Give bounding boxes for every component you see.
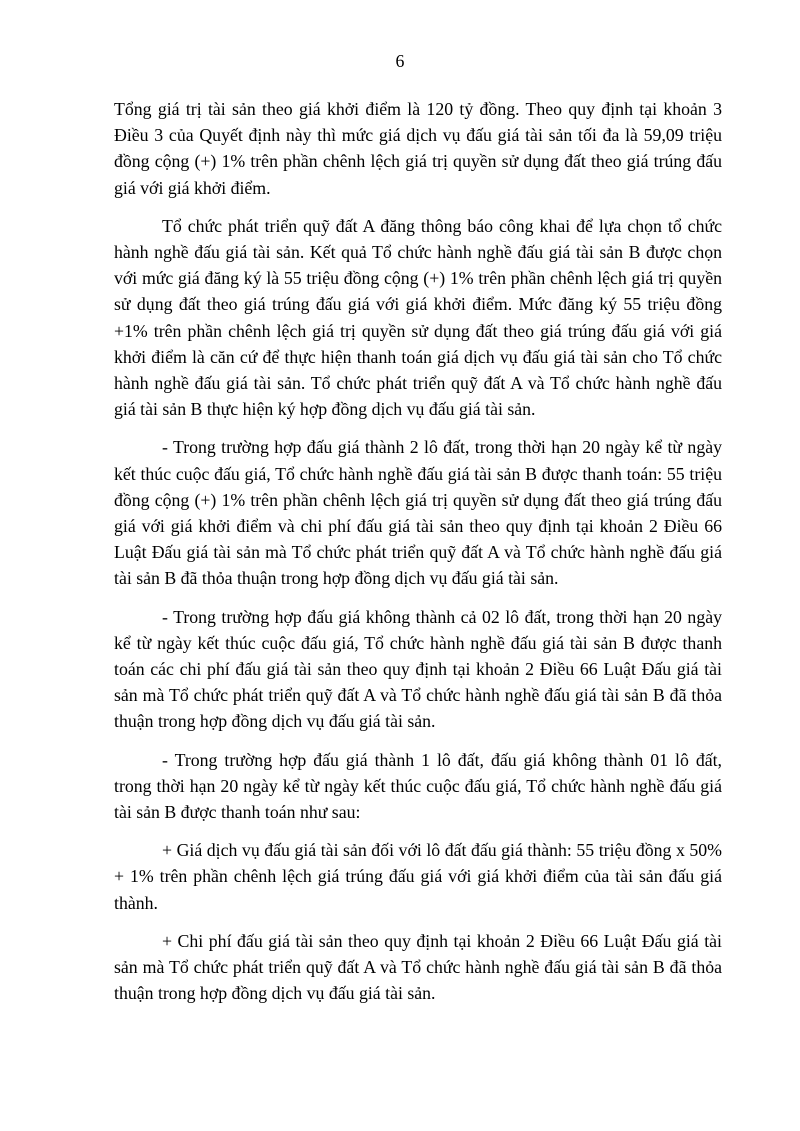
paragraph-selection-result: Tổ chức phát triển quỹ đất A đăng thông báo công khai để lựa chọn tổ chức hành nghề đấu giá tài sản. Kết quả Tổ chức hành nghề đấu giá tài sản B được chọn với mức giá đăng ký là 55 triệu đồng cộng (+) 1% trên phần chênh lệch giá trị quyền sử dụng đất theo giá trúng đấu giá với giá khởi điểm. Mức đăng ký 55 triệu đồng +1% trên phần chênh lệch giá trị quyền sử dụng đất theo giá trúng đấu giá với giá khởi điểm là căn cứ để thực hiện thanh toán giá dịch vụ đấu giá tài sản cho Tổ chức hành nghề đấu giá tài sản. Tổ chức phát triển quỹ đất A và Tổ chức hành nghề đấu giá tài sản B thực hiện ký hợp đồng dịch vụ đấu giá tài sản. <box>114 215 722 420</box>
paragraph-case-two-lots-success: - Trong trường hợp đấu giá thành 2 lô đất, trong thời hạn 20 ngày kể từ ngày kết thúc cuộc đấu giá, Tổ chức hành nghề đấu giá tài sản B được thanh toán: 55 triệu đồng cộng (+) 1% trên phần chênh lệch giá trị quyền sử dụng đất theo giá trúng đấu giá với giá khởi điểm và chi phí đấu giá tài sản theo quy định tại khoản 2 Điều 66 Luật Đấu giá tài sản mà Tổ chức phát triển quỹ đất A và Tổ chức hành nghề đấu giá tài sản B đã thỏa thuận trong hợp đồng dịch vụ đấu giá tài sản. <box>114 437 722 589</box>
document-body <box>114 96 722 1019</box>
paragraph-auction-costs: + Chi phí đấu giá tài sản theo quy định tại khoản 2 Điều 66 Luật Đấu giá tài sản mà Tổ chức phát triển quỹ đất A và Tổ chức hành nghề đấu giá tài sản B đã thỏa thuận trong hợp đồng dịch vụ đấu giá tài sản. <box>114 930 722 1004</box>
paragraph-service-fee: + Giá dịch vụ đấu giá tài sản đối với lô đất đấu giá thành: 55 triệu đồng x 50% + 1% trên phần chênh lệch giá trúng đấu giá với giá khởi điểm của tài sản đấu giá thành. <box>114 840 722 913</box>
paragraph-case-one-lot-success: - Trong trường hợp đấu giá thành 1 lô đất, đấu giá không thành 01 lô đất, trong thời hạn 20 ngày kể từ ngày kết thúc cuộc đấu giá, Tổ chức hành nghề đấu giá tài sản B được thanh toán như sau: <box>114 749 722 823</box>
paragraph-total-value: Tổng giá trị tài sản theo giá khởi điểm là 120 tỷ đồng. Theo quy định tại khoản 3 Điều 3 của Quyết định này thì mức giá dịch vụ đấu giá tài sản tối đa là 59,09 triệu đồng cộng (+) 1% trên phần chênh lệch giá trị quyền sử dụng đất theo giá trúng đấu giá với giá khởi điểm. <box>114 99 722 198</box>
page-number: 6 <box>395 51 405 71</box>
paragraph-case-two-lots-fail: - Trong trường hợp đấu giá không thành cả 02 lô đất, trong thời hạn 20 ngày kể từ ngày kết thúc cuộc đấu giá, Tổ chức hành nghề đấu giá tài sản B được thanh toán các chi phí đấu giá tài sản theo quy định tại khoản 2 Điều 66 Luật Đấu giá tài sản mà Tổ chức phát triển quỹ đất A và Tổ chức hành nghề đấu giá tài sản B đã thỏa thuận trong hợp đồng dịch vụ đấu giá tài sản. <box>114 606 722 732</box>
